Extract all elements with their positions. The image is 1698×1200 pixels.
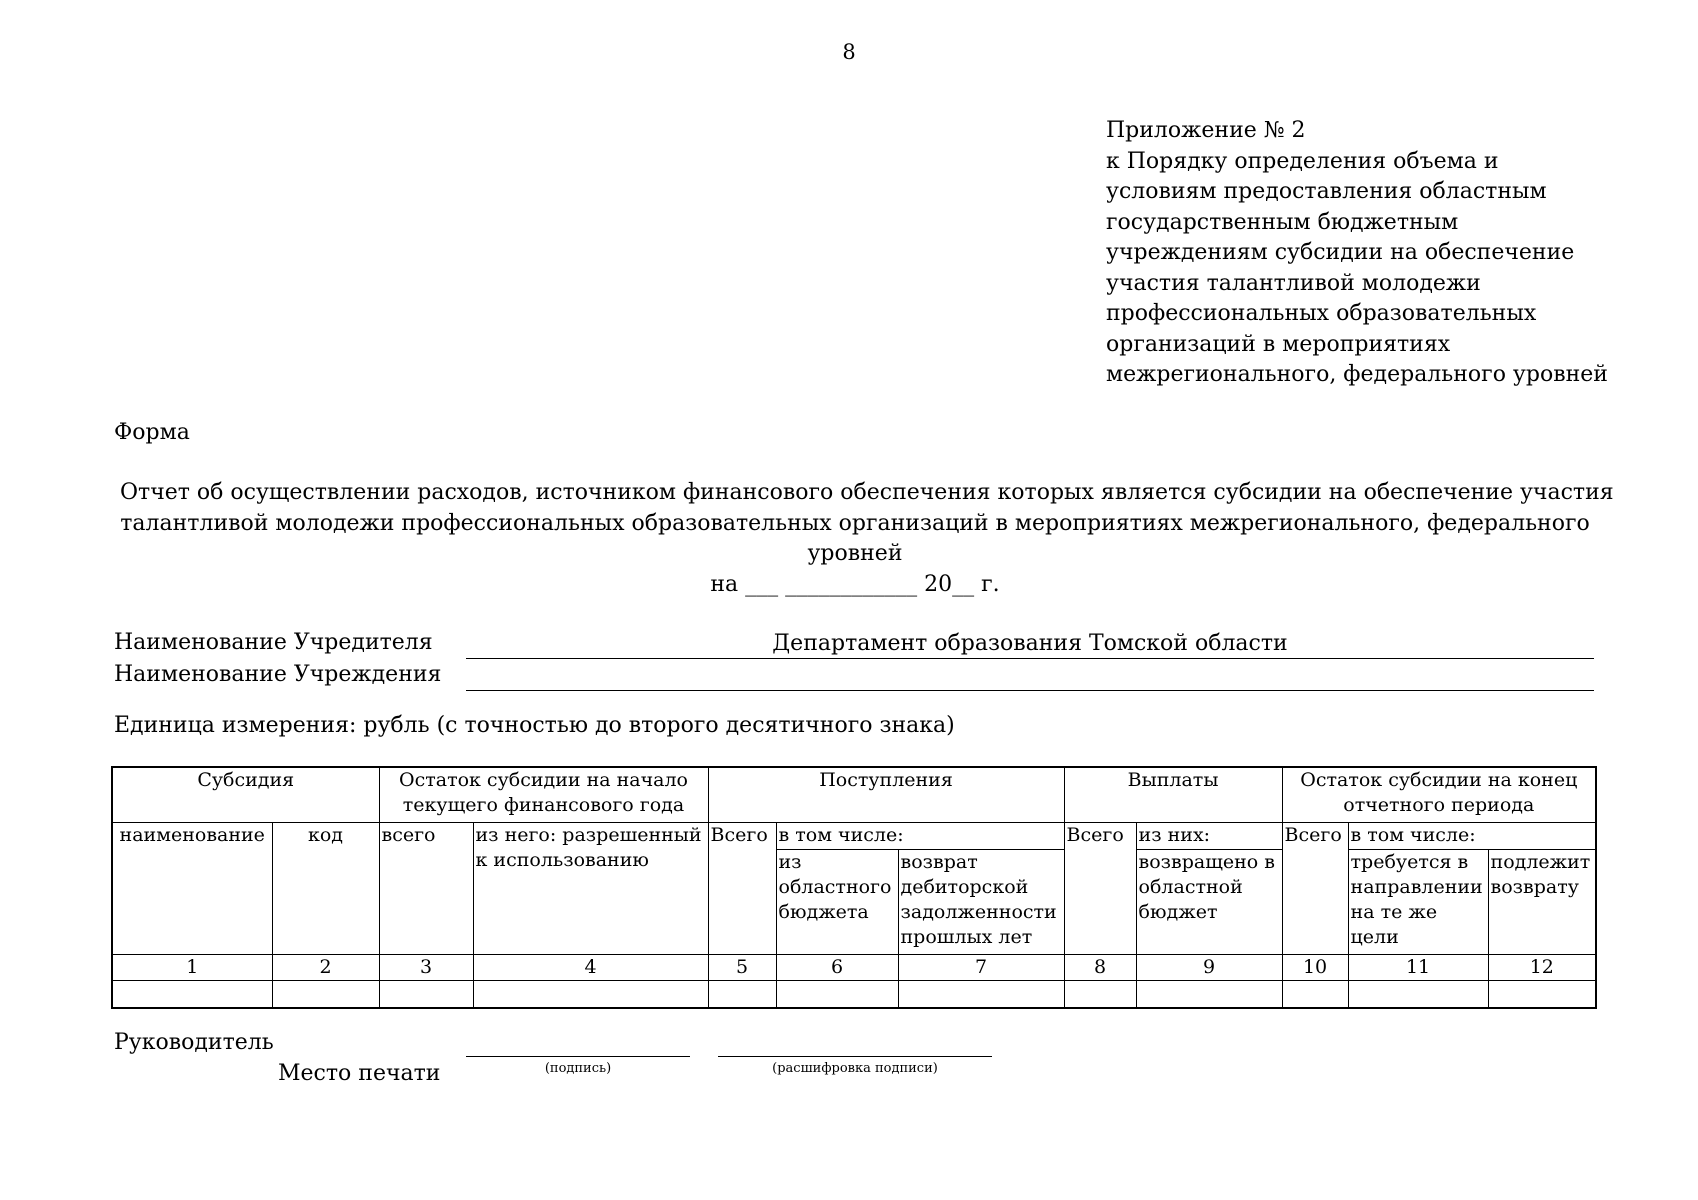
col-total-start: всего bbox=[379, 823, 473, 955]
table-cell[interactable] bbox=[473, 981, 708, 1009]
appendix-line: профессиональных образовательных bbox=[1106, 301, 1537, 326]
appendix-line: межрегионального, федерального уровней bbox=[1106, 362, 1608, 387]
col-to-return: подлежит возврату bbox=[1488, 850, 1596, 955]
table-cell[interactable] bbox=[1488, 981, 1596, 1009]
appendix-line: учреждениям субсидии на обеспечение bbox=[1106, 240, 1575, 265]
table-cell[interactable] bbox=[1282, 981, 1348, 1009]
table-cell[interactable] bbox=[1136, 981, 1282, 1009]
unit-of-measure: Единица измерения: рубль (с точностью до второго десятичного знака) bbox=[114, 713, 955, 738]
stamp-label: Место печати bbox=[278, 1061, 441, 1086]
signature-decode-caption: (расшифровка подписи) bbox=[772, 1061, 938, 1076]
col-total-out: Всего bbox=[1064, 823, 1136, 955]
founder-label: Наименование Учредителя bbox=[114, 630, 433, 655]
signer-label: Руководитель bbox=[114, 1030, 274, 1055]
title-line: уровней bbox=[807, 541, 903, 566]
appendix-line: Приложение № 2 bbox=[1106, 118, 1306, 143]
col-number: 4 bbox=[473, 955, 708, 981]
col-number: 2 bbox=[272, 955, 379, 981]
col-number: 7 bbox=[898, 955, 1064, 981]
col-receivable: возврат дебиторской задолженности прошлых лет bbox=[898, 850, 1064, 955]
header-receipts: Поступления bbox=[708, 767, 1064, 823]
page-number: 8 bbox=[842, 40, 856, 64]
signature-caption: (подпись) bbox=[544, 1061, 612, 1076]
institution-field[interactable] bbox=[466, 662, 1594, 691]
table-cell[interactable] bbox=[379, 981, 473, 1009]
title-line: талантливой молодежи профессиональных образовательных организаций в мероприятиях межрегионального, федерального bbox=[120, 510, 1590, 536]
col-from-region: из областного бюджета bbox=[776, 850, 898, 955]
table-cell[interactable] bbox=[776, 981, 898, 1009]
col-same-goals: требуется в направлении на те же цели bbox=[1348, 850, 1488, 955]
report-date-line: на ___ ____________ 20__ г. bbox=[710, 571, 1000, 597]
table-cell[interactable] bbox=[272, 981, 379, 1009]
col-number: 12 bbox=[1488, 955, 1596, 981]
header-balance-start: Остаток субсидии на начало текущего финансового года bbox=[379, 767, 708, 823]
col-number: 5 bbox=[708, 955, 776, 981]
col-total-end: Всего bbox=[1282, 823, 1348, 955]
header-balance-end: Остаток субсидии на конец отчетного периода bbox=[1282, 767, 1596, 823]
col-incl-end: в том числе: bbox=[1348, 823, 1596, 850]
title-line: Отчет об осуществлении расходов, источником финансового обеспечения которых является субсидии на обеспечение участия bbox=[120, 480, 1614, 505]
report-table bbox=[111, 766, 1597, 1009]
table-cell[interactable] bbox=[708, 981, 776, 1009]
col-number: 8 bbox=[1064, 955, 1136, 981]
col-number: 3 bbox=[379, 955, 473, 981]
col-number: 9 bbox=[1136, 955, 1282, 981]
col-number: 1 bbox=[112, 955, 272, 981]
col-name: наименование bbox=[112, 823, 272, 955]
col-returned: возвращено в областной бюджет bbox=[1136, 850, 1282, 955]
col-code: код bbox=[272, 823, 379, 955]
appendix-note bbox=[1106, 116, 1626, 391]
header-subsidy: Субсидия bbox=[112, 767, 379, 823]
table-cell[interactable] bbox=[112, 981, 272, 1009]
form-label: Форма bbox=[114, 420, 190, 445]
institution-label: Наименование Учреждения bbox=[114, 662, 442, 687]
appendix-line: участия талантливой молодежи bbox=[1106, 270, 1481, 296]
table-row bbox=[112, 981, 1596, 1009]
col-allowed: из него: разрешенный к использованию bbox=[473, 823, 708, 955]
col-number: 11 bbox=[1348, 955, 1488, 981]
table-cell[interactable] bbox=[898, 981, 1064, 1009]
col-incl-in: в том числе: bbox=[776, 823, 1064, 850]
appendix-line: к Порядку определения объема и bbox=[1106, 148, 1499, 174]
appendix-line: организаций в мероприятиях bbox=[1106, 331, 1451, 357]
signature-decode-line[interactable] bbox=[718, 1056, 992, 1057]
col-of-them: из них: bbox=[1136, 823, 1282, 850]
founder-field[interactable]: Департамент образования Томской области bbox=[466, 630, 1594, 659]
col-total-in: Всего bbox=[708, 823, 776, 955]
signature-line[interactable] bbox=[466, 1056, 690, 1057]
col-number: 6 bbox=[776, 955, 898, 981]
report-title bbox=[120, 478, 1614, 600]
table-cell[interactable] bbox=[1348, 981, 1488, 1009]
appendix-line: государственным бюджетным bbox=[1106, 209, 1459, 235]
table-cell[interactable] bbox=[1064, 981, 1136, 1009]
col-number: 10 bbox=[1282, 955, 1348, 981]
header-payments: Выплаты bbox=[1064, 767, 1282, 823]
appendix-line: условиям предоставления областным bbox=[1106, 179, 1547, 204]
